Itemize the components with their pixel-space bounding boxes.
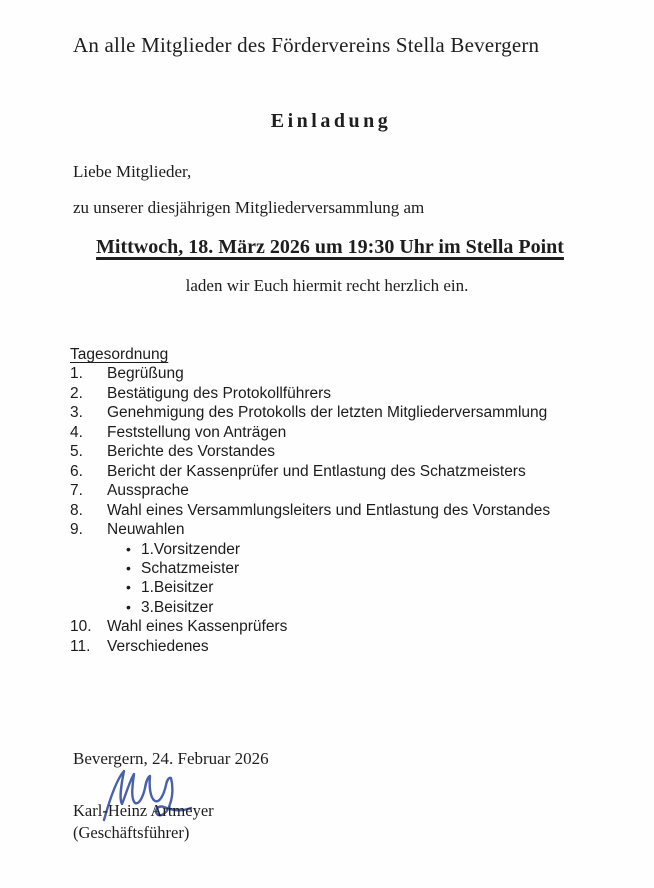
agenda-item-number: 6. (70, 462, 83, 480)
agenda-item-text: Aussprache (107, 482, 189, 500)
agenda-item (70, 501, 610, 520)
agenda-item (70, 364, 610, 383)
agenda-item-text: Begrüßung (107, 365, 184, 383)
place-date-line: Bevergern, 24. Februar 2026 (73, 749, 269, 768)
agenda-item-number: 8. (70, 501, 83, 519)
agenda-subitem-text: 1.Beisitzer (141, 579, 214, 597)
agenda-subitem-text: Schatzmeister (141, 559, 240, 577)
agenda-item-text: Berichte des Vorstandes (107, 443, 276, 461)
agenda-item (70, 384, 610, 403)
agenda-item (70, 423, 610, 442)
agenda-section (70, 345, 610, 656)
agenda-item-number: 7. (70, 482, 83, 500)
agenda-subitem (70, 540, 610, 559)
agenda-item-number: 4. (70, 423, 83, 441)
agenda-item (70, 403, 610, 422)
agenda-item-number: 2. (70, 384, 83, 402)
agenda-item-text: Bericht der Kassenprüfer und Entlastung des Schatzmeisters (107, 462, 526, 480)
agenda-subitem (70, 598, 610, 617)
agenda-item-text: Verschiedenes (107, 637, 209, 655)
agenda-item (70, 617, 610, 636)
agenda-item-text: Neuwahlen (107, 521, 185, 539)
invite-line: laden wir Euch hiermit recht herzlich ein. (185, 276, 469, 295)
agenda-item-number: 11. (70, 637, 91, 655)
event-date-line (0, 236, 654, 259)
agenda-item-number: 9. (70, 521, 83, 539)
intro-line: zu unserer diesjährigen Mitgliederversammlung am (73, 198, 425, 217)
agenda-item-text: Wahl eines Kassenprüfers (107, 618, 288, 636)
agenda-item-text: Wahl eines Versammlungsleiters und Entlastung des Vorstandes (107, 501, 551, 519)
agenda-heading: Tagesordnung (70, 346, 169, 363)
agenda-subitem (70, 578, 610, 597)
bullet-icon: • (126, 540, 131, 557)
agenda-subitem (70, 559, 610, 578)
agenda-item-number: 3. (70, 404, 83, 422)
agenda-item-text: Bestätigung des Protokollführers (107, 384, 332, 402)
agenda-item-number: 1. (70, 365, 83, 383)
signer-role: (Geschäftsführer) (73, 823, 190, 842)
agenda-item (70, 442, 610, 461)
agenda-item (70, 462, 610, 481)
bullet-icon: • (126, 598, 131, 615)
signer-name: Karl-Heinz Artmeyer (73, 801, 214, 820)
agenda-subitem-text: 1.Vorsitzender (141, 540, 241, 558)
bullet-icon: • (126, 579, 131, 596)
agenda-subitem-text: 3.Beisitzer (141, 598, 214, 616)
agenda-item-text: Genehmigung des Protokolls der letzten Mitgliederversammlung (107, 404, 548, 422)
event-date-text: Mittwoch, 18. März 2026 um 19:30 Uhr im Stella Point (96, 236, 564, 258)
agenda-item (70, 520, 610, 539)
bullet-icon: • (126, 559, 131, 576)
agenda-item (70, 637, 610, 656)
salutation-line: Liebe Mitglieder, (73, 162, 192, 181)
agenda-item-number: 5. (70, 443, 83, 461)
agenda-item-number: 10. (70, 618, 92, 636)
agenda-item (70, 481, 610, 500)
agenda-item-text: Feststellung von Anträgen (107, 423, 287, 441)
recipient-line: An alle Mitglieder des Fördervereins Stella Bevergern (73, 33, 540, 57)
letter-title: Einladung (270, 110, 392, 132)
